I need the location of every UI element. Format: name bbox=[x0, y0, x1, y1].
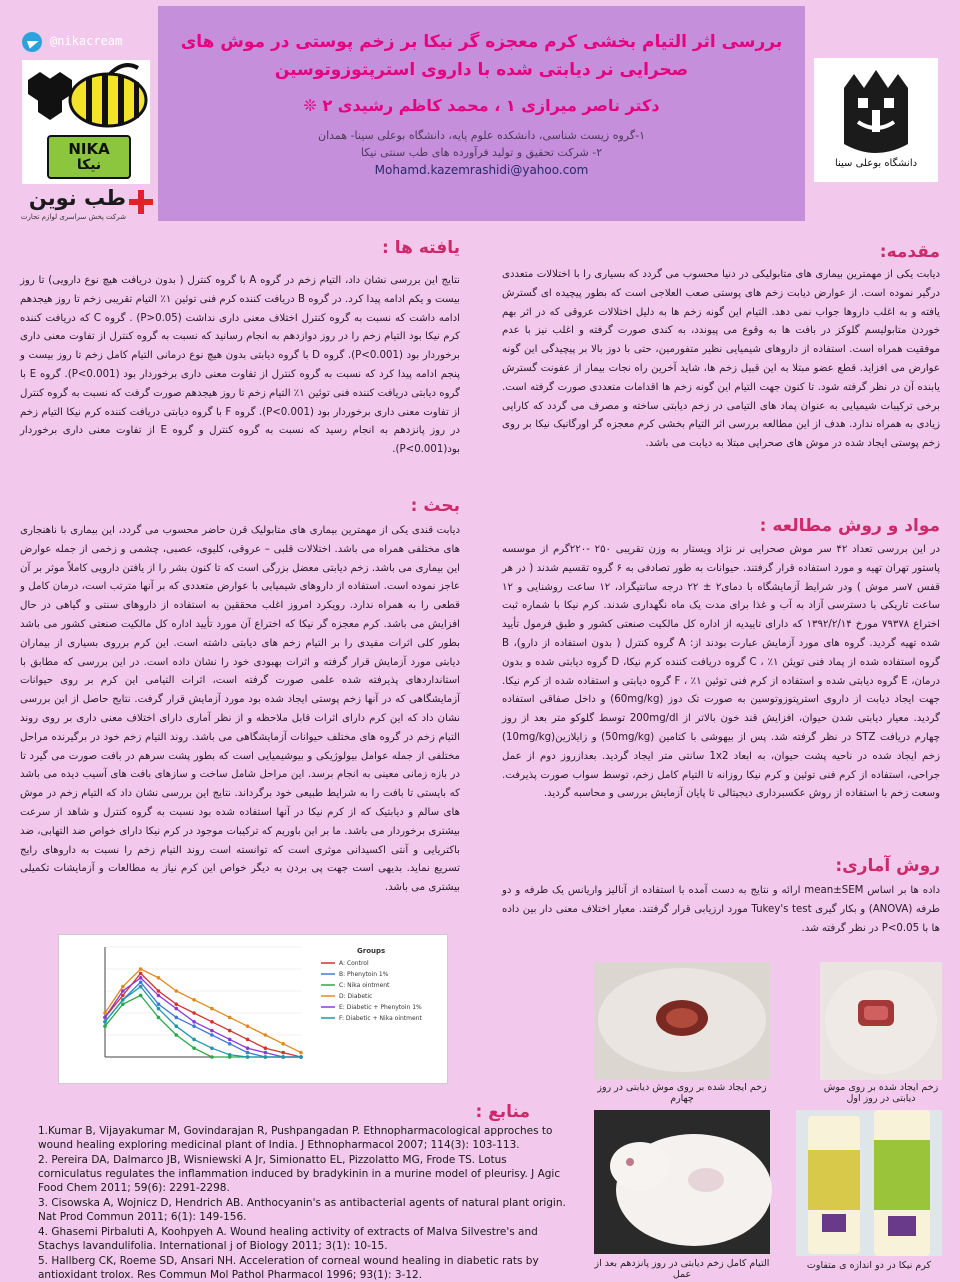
contact-email[interactable]: Mohamd.kazemrashidi@yahoo.com bbox=[374, 163, 589, 177]
results-heading: یافته ها : bbox=[382, 238, 460, 258]
stats-text: داده ها بر اساس mean±SEM ارائه و نتایج به دست آمده با استفاده از آنالیز واریانس یک طرفه و دو طرفه (ANOVA) و بکار گیری Tukey's test مورد ارزیابی قرار گرفتند. معیار اختلاف معنی دار بین داده ها با P<0.05 در نظر گرفته شد. bbox=[502, 885, 940, 934]
data-point bbox=[139, 972, 143, 976]
stats-heading: روش آماری: bbox=[835, 856, 940, 876]
data-point bbox=[103, 1020, 107, 1024]
data-point bbox=[174, 1002, 178, 1006]
data-point bbox=[103, 1016, 107, 1020]
data-point bbox=[121, 985, 125, 989]
references-heading: منابع : bbox=[475, 1102, 530, 1122]
caption-day1: زخم ایجاد شده بر روی موش دیابتی در روز اول bbox=[823, 1082, 939, 1104]
data-point bbox=[121, 1002, 125, 1006]
legend-entry: D: Diabetic bbox=[339, 993, 373, 1000]
data-point bbox=[246, 1055, 250, 1059]
data-point bbox=[121, 989, 125, 993]
photo-healed-day15 bbox=[594, 1110, 770, 1254]
authors: دکتر ناصر میرازی ۱ ، محمد کاظم رشیدی ۲ ❊ bbox=[303, 96, 660, 115]
tebnovin-subtitle: شرکت پخش سراسری لوازم تجارت bbox=[20, 213, 126, 221]
data-point bbox=[264, 1046, 268, 1050]
legend-entry: B: Phenytoin 1% bbox=[339, 971, 389, 978]
reference-item: 1.Kumar B, Vijayakumar M, Govindarajan R, Pushpangadan P. Ethnopharmacological approches to wound healing exploring medicinal plant of India. J Ethnopharmacol 2007; 114(3): 103-113. bbox=[38, 1125, 553, 1151]
intro-heading: مقدمه: bbox=[879, 242, 940, 262]
data-point bbox=[246, 1038, 250, 1042]
data-point bbox=[281, 1042, 285, 1046]
data-point bbox=[139, 976, 143, 980]
poster-header bbox=[158, 6, 805, 221]
telegram-handle[interactable] bbox=[20, 30, 150, 54]
data-point bbox=[139, 980, 143, 984]
tebnovin-logo bbox=[22, 186, 150, 226]
data-point bbox=[174, 1033, 178, 1037]
poster-title: بررسی اثر التیام بخشی کرم معجزه گر نیکا بر زخم پوستی در موش های صحرایی نر دیابتی شده با داروی استرپتوزوتوسین bbox=[180, 32, 783, 80]
data-point bbox=[210, 1007, 214, 1011]
legend-title: Groups bbox=[357, 947, 386, 955]
data-point bbox=[210, 1029, 214, 1033]
data-point bbox=[157, 1016, 161, 1020]
data-point bbox=[157, 989, 161, 993]
university-caption: دانشگاه بوعلی سینا bbox=[834, 158, 918, 169]
data-point bbox=[103, 1011, 107, 1015]
methods-heading: مواد و روش مطالعه : bbox=[759, 516, 940, 536]
data-point bbox=[246, 1051, 250, 1055]
university-logo bbox=[814, 58, 938, 182]
legend-entry: A: Control bbox=[339, 960, 369, 967]
data-point bbox=[174, 1016, 178, 1020]
data-point bbox=[192, 1038, 196, 1042]
results-text: نتایج این بررسی نشان داد، التیام زخم در گروه A با گروه کنترل ( بدون دریافت هیچ نوع دارویی) تا روز بیست و یکم ادامه پیدا کرد. در گروه B دریافت کننده کرم فنی توئین ۱٪ التیام تقریبی زخم تا روز هیجدهم ادامه داشت که نسبت به گروه کنترل اختلاف معنی داری نداشت (P>0.05) . گروه C که دریافت کننده کرم نیکا بود التیام زخم را در روز دوازدهم به انجام رسانید که نسبت به گروه کنترل از تفاوت معنی داری برخوردار بود (P<0.001). گروه D با گروه دیابتی بدون هیچ نوع درمانی التیام کامل زخم تا روز بیست و پنجم ادامه پیدا کرد که نسبت به گروه کنترل از تفاوت معنی داری برخوردار بود (P<0.001). گروه E با گروه دیابتی دریافت کننده فنی توئین ۱٪ التیام زخم تا روز هیجدهم صورت گرفت که نسبت به گروه کنترل از تفاوت معنی داری برخوردار بود (P<0.001). گروه F با گروه دیابتی دریافت کننده کرم نیکا التیام زخم در روز پانزدهم به انجام رسید که نسبت به گروه کنترل و گروه E از تفاوت معنی داری برخوردار بود(P<0.001). bbox=[20, 275, 461, 456]
data-point bbox=[210, 1046, 214, 1050]
data-point bbox=[299, 1055, 303, 1059]
data-point bbox=[228, 1016, 232, 1020]
data-point bbox=[299, 1051, 303, 1055]
caption-cream: کرم نیکا در دو اندازه ی متفاوت bbox=[806, 1260, 932, 1271]
data-point bbox=[228, 1038, 232, 1042]
nika-logo-en: NIKA bbox=[68, 140, 110, 158]
reference-item: 3. Cisowska A, Wojnicz D, Hendrich AB. Anthocyanin's as antibacterial agents of natural plant origin. Nat Prod Commun 2011; 6(1): 149-156. bbox=[38, 1197, 566, 1223]
data-point bbox=[210, 1055, 214, 1059]
data-point bbox=[121, 994, 125, 998]
data-point bbox=[157, 1002, 161, 1006]
reference-item: 5. Hallberg CK, Roeme SD, Ansari NH. Acceleration of corneal wound healing in diabetic rats by antioxidant trolox. Res Commun Mol Pathol Pharmacol 1996; 93(1): 3-12. bbox=[38, 1255, 539, 1281]
nika-logo-fa: نیکا bbox=[76, 157, 102, 173]
data-point bbox=[192, 1024, 196, 1028]
data-point bbox=[228, 1053, 232, 1057]
references-list bbox=[38, 1124, 568, 1281]
data-point bbox=[264, 1033, 268, 1037]
data-point bbox=[264, 1051, 268, 1055]
methods-text: در این بررسی تعداد ۴۲ سر موش صحرایی نر نژاد ویستار به وزن تقریبی ۲۵۰ -۲۲۰گرم از موسسه پاستور تهران تهیه و مورد استفاده قرار گرفتند. حیوانات به طور تصادفی به ۶ گروه تقسیم شدند ( در هر قفس ۷سر موش ) ودر شرایط آزمایشگاه با دمای۲ ± ۲۲ درجه سانتیگراد، ۱۲ ساعت روشنایی و ۱۲ ساعت تاریکی با دسترسی آزاد به آب و غذا برای مدت یک ماه نگهداری شدند. کرم نیکا با شماره ثبت اختراع ۷۹۳۷۸ مورخ ۱۳۹۲/۲/۱۴ که دارای تاییدیه از اداره کل مالکیت صنعتی کشور و طبق فرمول تأیید شده تهیه گردید. گروه های مورد آزمایش عبارت بودند از: A گروه کنترل ( بدون استفاده از دارو)، B گروه استفاده شده از پماد فنی تویئن ۱٪ ، C گروه دریافت کننده کرم نیکا، D گروه دیابتی شده و بدون درمان، E گروه دیابتی شده و استفاده از کرم فنی توئین ۱٪ ، F گروه دیابتی و استفاده شده از کرم نیکا. جهت ایجاد دیابت از داروی استرپتوزوتوسین به صورت تک دوز (60mg/kg) و داخل صفاقی استفاده گردید. معیار دیابتی شدن حیوان، افزایش قند خون بالاتر از 200mg/dl توسط گلوکو متر بعد از روز چهارم دریافت STZ در نظر گرفته شد. پس از بیهوشی با کتامین (50mg/kg) و زایلازین(10mg/kg) زخم ایجاد شده در ناحیه پشت حیوان، به ابعاد 1x2 سانتی متر ایجاد گردید. بعدازروز دوم از عمل جراحی، استفاده از کرم فنی توئین و کرم نیکا روزانه تا التیام کامل زخم، توسط سواب صورت پذیرفت. وسعت زخم با استفاده از روش عکسبرداری دیجیتالی تا پایان آزمایش بررسی و محاسبه گردید. bbox=[502, 544, 941, 800]
data-point bbox=[210, 1033, 214, 1037]
data-point bbox=[139, 985, 143, 989]
data-point bbox=[139, 994, 143, 998]
data-point bbox=[264, 1055, 268, 1059]
data-point bbox=[246, 1046, 250, 1050]
data-point bbox=[157, 1007, 161, 1011]
caption-day15: التیام کامل زخم دیابتی در روز پانزدهم بعد از عمل bbox=[594, 1258, 770, 1280]
data-point bbox=[210, 1020, 214, 1024]
photo-nika-cream bbox=[796, 1110, 942, 1256]
data-point bbox=[139, 967, 143, 971]
series-line bbox=[105, 982, 301, 1057]
legend-entry: C: Nika ointment bbox=[339, 982, 390, 989]
data-point bbox=[157, 976, 161, 980]
data-point bbox=[103, 1024, 107, 1028]
reference-item: 4. Ghasemi Pirbaluti A, Koohpyeh A. Wound healing activity of extracts of Malva Silvestre's and Stachys lavandulifolia. International j of Biology 2011; 3(1): 10-15. bbox=[38, 1226, 538, 1252]
caption-day4: زخم ایجاد شده بر روی موش دیابتی در روز چهارم bbox=[597, 1082, 767, 1104]
intro-text: دیابت یکی از مهمترین بیماری های متابولیکی در دنیا محسوب می گردد که بسیاری را با اختلالات متعددی درگیر نموده است. از عوارض دیابت زخم های پوستی صعب العلاجی است که بطور پیچیده ای گسترش یافته و به اغلب داروها جواب نمی دهد. التیام این گونه زخم ها به دلیل اختلالات عروقی که در اثر بهم خوردن متابولیسم گلوکز در بافت ها به وقوع می پیوندد، به کندی صورت گرفته و اغلب نیز با عدم موفقیت همراه است. استفاده از داروهای شیمیایی نظیر متفورمین، حتی با دوز بالا بر پیچیدگی این گونه عوارض می افزاید. قطع عضو مبتلا به این قبیل زخم ها، شاید آخرین راه نجات بیمار از عفونت گسترش یابنده آن در نظر گرفته شود. تا کنون جهت التیام این گونه زخم ها اقدامات متعددی صورت گرفته است. برخی ترکیبات شیمیایی به عنوان پماد های التیامی در زخم دیابتی ساخته و مصرف می گردد که کارایی زیادی به همراه ندارد. هدف از این مطالعه بررسی اثر التیام بخشی کرم معجزه گر اورگانیک نیکا بر روی زخم پوستی ایجاد شده در موش های صحرایی مبتلا به دیابت می باشد. bbox=[502, 269, 940, 450]
series-line bbox=[105, 987, 301, 1057]
data-point bbox=[192, 1020, 196, 1024]
legend-entry: F: Diabetic + Nika ointment bbox=[339, 1015, 422, 1022]
photo-wound-day4 bbox=[594, 962, 770, 1080]
data-point bbox=[228, 1029, 232, 1033]
reference-item: 2. Pereira DA, Dalmarco JB, Wisniewski A Jr, Simionatto EL, Pizzolatto MG, Frode TS. Lotus corniculatus regulates the inflammation induced by bradykinin in a murine model of pleurisy. J Agic Food Chem 2011; 59(6): 2291-2298. bbox=[38, 1154, 561, 1194]
photo-wound-day1 bbox=[820, 962, 942, 1080]
data-point bbox=[174, 1007, 178, 1011]
data-point bbox=[228, 1042, 232, 1046]
discussion-text: دیابت قندی یکی از مهمترین بیماری های متابولیک قرن حاضر محسوب می گردد، این بیماری با ناهنجاری های مختلفی همراه می باشد. اختلالات قلبی – عروقی، کلیوی، عصبی، چشمی و زخمی از جمله عوارض این بیماری می باشد. زخم دیابتی معضل بزرگی است که تا کنون بشر را از یافتن دارویی کاملاً موثر بر آن عاجز نموده است. استفاده از داروهای شیمیایی با عوارض متعددی که بر آنها مترتب است، درمان کامل و قطعی را به همراه ندارد. رویکرد امروز اغلب محققین به استفاده از داروهای سنتی و گیاهی در حال افزایش می باشد. کرم معجزه گر نیکا که اختراع آن مورد تأیید اداره کل مالکیت صنعتی کشور می باشد بطور کلی اثرات مفیدی را بر التیام زخم های دیابتی داشته است. این کرم برروی بسیاری از بیماران دیابتی مورد آزمایش قرار گرفته و اثرات بهبودی خود را نشان داده است. در این بررسی که مطابق با استانداردهای پذیرفته شده علمی صورت گرفته است، اثرات التیامی این کرم بر روی حیوانات آزمایشگاهی که در آنها زخم پوستی ایجاد شده بود مورد آزمایش قرار گرفت. نتایج حاصل از این بررسی نشان داد که این کرم دارای اثرات قابل ملاحظه و از نظر آماری دارای اختلاف معنی داری بر روی روند التیام زخم در گروه های مختلف حیوانات آزمایشگاهی می باشد. روند التیام زخم خود در برگیرنده مراحل مختلفی از جمله عوامل بیولوژیکی و بیوشیمیایی است که بطور پشت سرهم در بافت صورت می گیرد تا در بازه زمانی معینی به انجام برسد. این مراحل شامل ساخت و سازهای بافت های آسیب دیده می باشد که بایستی تا بافت را به شرایط طبیعی خود برگرداند. نتایج این بررسی نشان داد که التیام زخم در موش های سالم و دیابتیک که از کرم نیکا در آنها استفاده شده بود نسبت به گروه کنترل و شاهد از سرعت بیشتری برخوردار می باشد. ما بر این باوریم که ترکیبات موجود در کرم نیکا دارای خواص ضد التهابی، ضد باکتریایی و آنتی اکسیدانی موثری است که توانسته است روند التیام زخم را نسبت به داروهای رایج تسریع نماید. بدیهی است جهت پی بردن به دیگر خواص این کرم نیاز به مطالعات و آزمایشات تکمیلی بیشتری می باشد. bbox=[20, 525, 460, 894]
legend-entry: E: Diabetic + Phenytoin 1% bbox=[339, 1004, 422, 1011]
healing-chart-svg bbox=[59, 935, 447, 1083]
affiliation-2: ۲- شرکت تحقیق و تولید فرآورده های طب سنتی نیکا bbox=[360, 146, 603, 159]
data-point bbox=[157, 994, 161, 998]
data-point bbox=[281, 1055, 285, 1059]
data-point bbox=[192, 1046, 196, 1050]
nika-logo bbox=[22, 60, 150, 184]
data-point bbox=[192, 998, 196, 1002]
telegram-icon bbox=[22, 32, 42, 52]
tebnovin-name: طب نوین bbox=[28, 186, 126, 210]
data-point bbox=[174, 989, 178, 993]
data-point bbox=[246, 1024, 250, 1028]
data-point bbox=[174, 1024, 178, 1028]
data-point bbox=[281, 1051, 285, 1055]
data-point bbox=[121, 998, 125, 1002]
affiliation-1: ۱-گروه زیست شناسی، دانشکده علوم پایه، دانشگاه بوعلی سینا- همدان bbox=[318, 129, 645, 142]
data-point bbox=[192, 1011, 196, 1015]
telegram-handle-text: @nikacream bbox=[50, 34, 123, 48]
healing-chart bbox=[58, 934, 448, 1084]
discussion-heading: بحث : bbox=[410, 496, 460, 516]
